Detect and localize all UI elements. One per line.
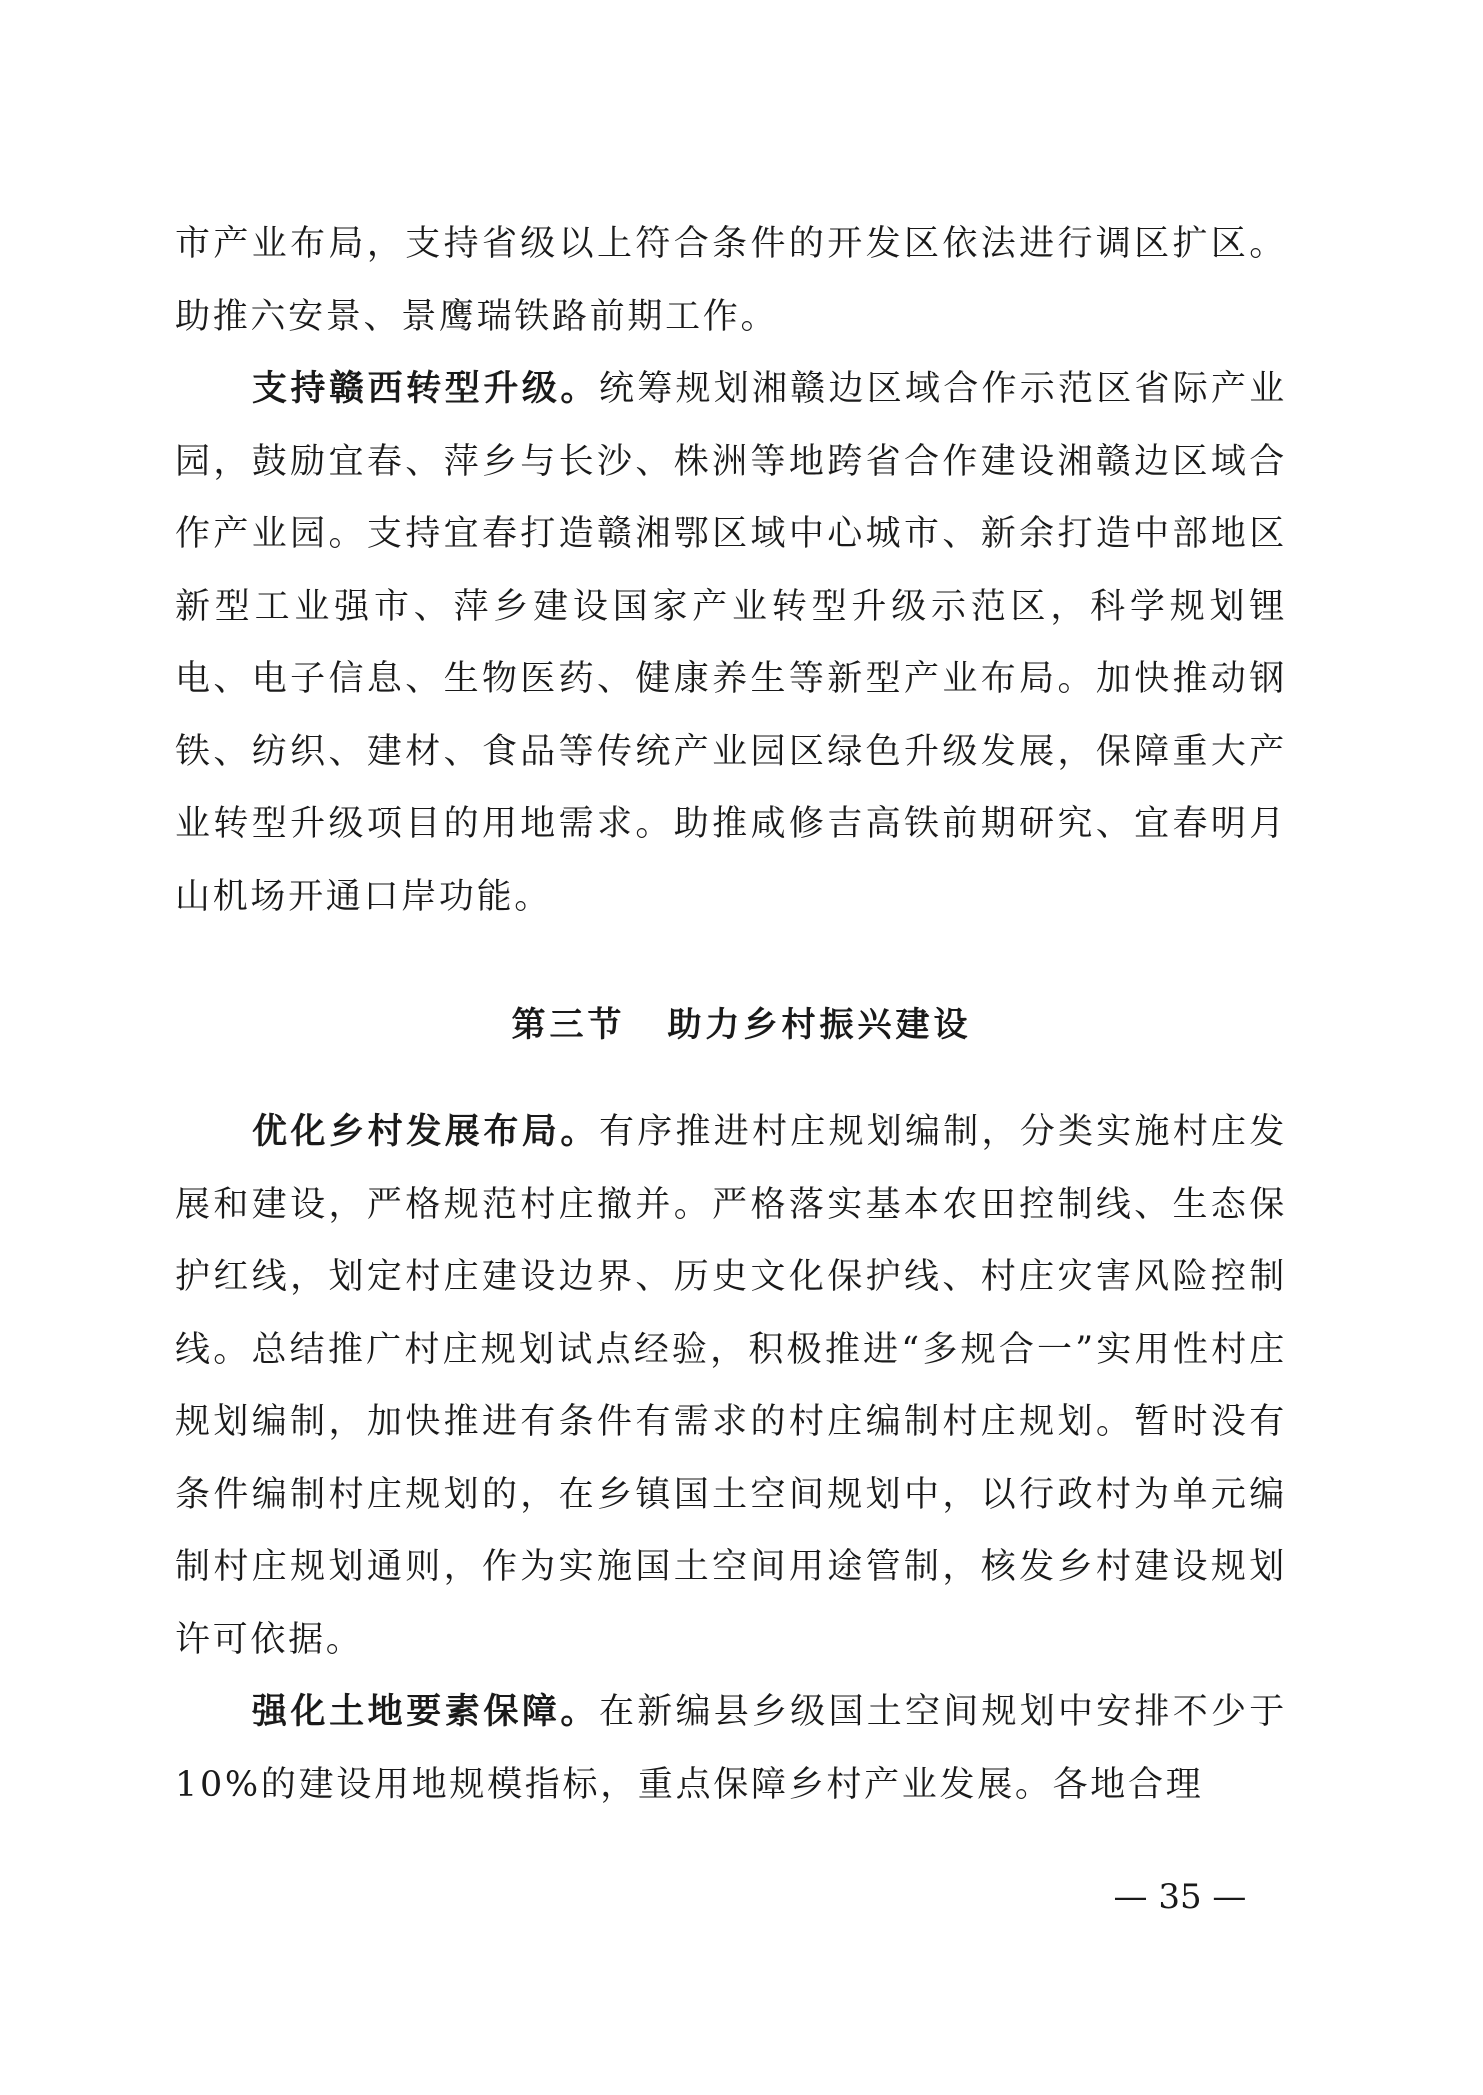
paragraph-lead-heading: 支持赣西转型升级。 — [252, 369, 599, 409]
section-number: 第三节 — [511, 1005, 626, 1045]
paragraph-lead-heading: 优化乡村发展布局。 — [252, 1112, 599, 1152]
paragraph-lead-heading: 强化土地要素保障。 — [252, 1692, 599, 1732]
paragraph-body: 有序推进村庄规划编制，分类实施村庄发展和建设，严格规范村庄撤并。严格落实基本农田控制线、生态保护红线，划定村庄建设边界、历史文化保护线、村庄灾害风险控制线。总结推广村庄规划试点经验，积极推进“多规合一”实用性村庄规划编制，加快推进有条件有需求的村庄编制村庄规划。暂时没有条件编制村庄规划的，在乡镇国土空间规划中，以行政村为单元编制村庄规划通则，作为实施国土空间用途管制，核发乡村建设规划许可依据。 — [175, 1112, 1287, 1660]
page-number: — 35 — — [1113, 1877, 1247, 1917]
section-title: 助力乡村振兴建设 — [667, 1005, 972, 1045]
paragraph-rural-layout — [175, 1096, 1287, 1676]
paragraph-ganxi — [175, 353, 1287, 933]
paragraph-body: 在新编县乡级国土空间规划中安排不少于10%的建设用地规模指标，重点保障乡村产业发展。各地合理 — [175, 1692, 1287, 1805]
paragraph-land-guarantee — [175, 1676, 1287, 1821]
paragraph-body: 统筹规划湘赣边区域合作示范区省际产业园，鼓励宜春、萍乡与长沙、株洲等地跨省合作建设湘赣边区域合作产业园。支持宜春打造赣湘鄂区域中心城市、新余打造中部地区新型工业强市、萍乡建设国家产业转型升级示范区，科学规划锂电、电子信息、生物医药、健康养生等新型产业布局。加快推动钢铁、纺织、建材、食品等传统产业园区绿色升级发展，保障重大产业转型升级项目的用地需求。助推咸修吉高铁前期研究、宜春明月山机场开通口岸功能。 — [175, 369, 1287, 917]
body-text-upper — [175, 208, 1287, 933]
body-text-lower — [175, 1096, 1287, 1821]
section-heading — [0, 1000, 1483, 1050]
paragraph-continuation: 市产业布局，支持省级以上符合条件的开发区依法进行调区扩区。助推六安景、景鹰瑞铁路前期工作。 — [175, 224, 1287, 337]
